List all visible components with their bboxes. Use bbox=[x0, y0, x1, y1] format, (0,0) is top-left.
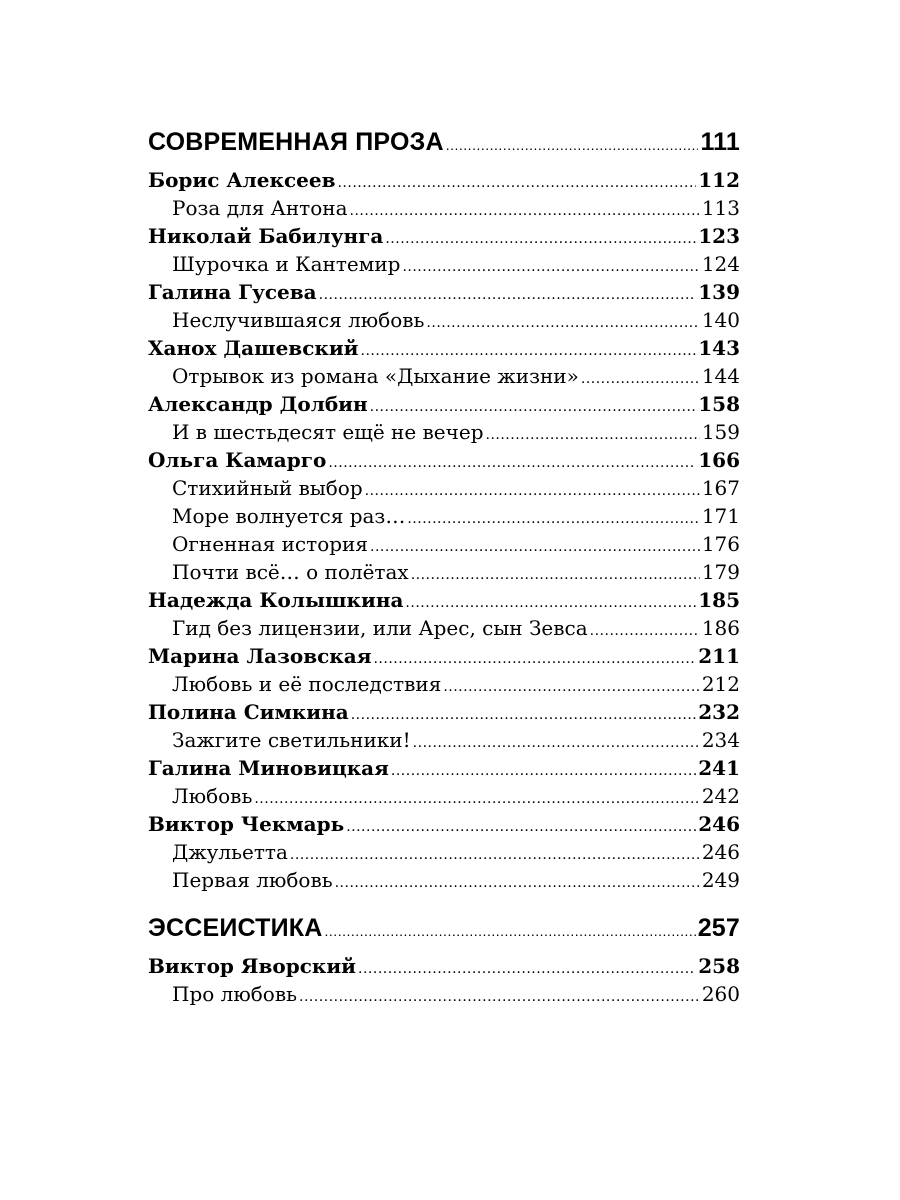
dot-leader bbox=[299, 983, 700, 1011]
section-heading bbox=[148, 124, 740, 160]
work-entry-title: Про любовь bbox=[172, 982, 297, 1006]
author-entry bbox=[148, 642, 740, 670]
author-entry bbox=[148, 754, 740, 782]
author-entry bbox=[148, 166, 740, 194]
work-entry bbox=[148, 502, 740, 530]
work-entry bbox=[148, 782, 740, 810]
work-entry-title: Стихийный выбор bbox=[172, 476, 363, 500]
work-entry-page-number: 144 bbox=[701, 364, 740, 388]
work-entry-title: Море волнуется раз… bbox=[172, 504, 406, 528]
author-entry-title: Галина Миновицкая bbox=[148, 756, 389, 780]
work-entry-title: Отрывок из романа «Дыхание жизни» bbox=[172, 364, 579, 388]
author-entry-title: Ольга Камарго bbox=[148, 448, 327, 472]
dot-leader bbox=[385, 225, 696, 253]
dot-leader bbox=[361, 337, 697, 365]
dot-leader bbox=[350, 197, 700, 225]
author-entry-page-number: 158 bbox=[698, 392, 740, 416]
dot-leader bbox=[351, 701, 697, 729]
author-entry-title: Борис Алексеев bbox=[148, 168, 336, 192]
dot-leader bbox=[325, 913, 696, 949]
work-entry-page-number: 171 bbox=[701, 504, 740, 528]
dot-leader bbox=[254, 785, 699, 813]
dot-leader bbox=[407, 505, 699, 533]
dot-leader bbox=[365, 477, 700, 505]
work-entry-page-number: 140 bbox=[701, 308, 740, 332]
author-entry bbox=[148, 810, 740, 838]
author-entry-title: Ханох Дашевский bbox=[148, 336, 359, 360]
author-entry-page-number: 258 bbox=[698, 954, 740, 978]
work-entry bbox=[148, 980, 740, 1008]
work-entry-page-number: 234 bbox=[701, 728, 740, 752]
section-heading bbox=[148, 910, 740, 946]
work-entry-title: Любовь и её последствия bbox=[172, 672, 442, 696]
work-entry bbox=[148, 558, 740, 586]
author-entry bbox=[148, 698, 740, 726]
work-entry bbox=[148, 250, 740, 278]
work-entry bbox=[148, 194, 740, 222]
work-entry-page-number: 242 bbox=[701, 784, 740, 808]
dot-leader bbox=[413, 729, 700, 757]
author-entry bbox=[148, 446, 740, 474]
dot-leader bbox=[328, 449, 696, 477]
work-entry-page-number: 159 bbox=[701, 420, 740, 444]
work-entry bbox=[148, 838, 740, 866]
work-entry-title: Шурочка и Кантемир bbox=[172, 252, 401, 276]
section-heading-page-number: 111 bbox=[700, 128, 740, 156]
work-entry-page-number: 179 bbox=[701, 560, 740, 584]
work-entry bbox=[148, 614, 740, 642]
author-entry-page-number: 166 bbox=[698, 448, 740, 472]
section-heading-page-number: 257 bbox=[697, 914, 740, 942]
author-entry-title: Галина Гусева bbox=[148, 280, 317, 304]
work-entry bbox=[148, 474, 740, 502]
work-entry bbox=[148, 726, 740, 754]
author-entry-title: Виктор Яворский bbox=[148, 954, 357, 978]
author-entry-title: Александр Долбин bbox=[148, 392, 368, 416]
section-heading-title: ЭССЕИСТИКА bbox=[148, 914, 323, 942]
work-entry bbox=[148, 530, 740, 558]
author-entry bbox=[148, 278, 740, 306]
work-entry-page-number: 260 bbox=[701, 982, 740, 1006]
dot-leader bbox=[370, 393, 697, 421]
author-entry-title: Виктор Чекмарь bbox=[148, 812, 345, 836]
author-entry-page-number: 241 bbox=[698, 756, 740, 780]
dot-leader bbox=[319, 281, 697, 309]
dot-leader bbox=[443, 673, 700, 701]
dot-leader bbox=[373, 645, 696, 673]
work-entry bbox=[148, 866, 740, 894]
author-entry-page-number: 211 bbox=[698, 644, 740, 668]
author-entry-title: Марина Лазовская bbox=[148, 644, 372, 668]
dot-leader bbox=[335, 869, 700, 897]
dot-leader bbox=[290, 841, 700, 869]
dot-leader bbox=[370, 533, 700, 561]
work-entry-title: Первая любовь bbox=[172, 868, 333, 892]
author-entry-page-number: 143 bbox=[698, 336, 740, 360]
author-entry-page-number: 185 bbox=[698, 588, 740, 612]
work-entry-title: Роза для Антона bbox=[172, 196, 348, 220]
dot-leader bbox=[411, 561, 700, 589]
work-entry bbox=[148, 362, 740, 390]
dot-leader bbox=[405, 589, 696, 617]
dot-leader bbox=[486, 421, 700, 449]
author-entry bbox=[148, 222, 740, 250]
work-entry-page-number: 186 bbox=[701, 616, 740, 640]
dot-leader bbox=[581, 365, 700, 393]
author-entry-title: Николай Бабилунга bbox=[148, 224, 384, 248]
author-entry bbox=[148, 334, 740, 362]
author-entry bbox=[148, 952, 740, 980]
author-entry bbox=[148, 390, 740, 418]
work-entry-title: И в шестьдесят ещё не вечер bbox=[172, 420, 484, 444]
work-entry-page-number: 167 bbox=[701, 476, 740, 500]
work-entry-title: Гид без лицензии, или Арес, сын Зевса bbox=[172, 616, 588, 640]
author-entry-page-number: 139 bbox=[698, 280, 740, 304]
work-entry-title: Зажгите светильники! bbox=[172, 728, 411, 752]
work-entry-title: Почти всё… о полётах bbox=[172, 560, 409, 584]
dot-leader bbox=[358, 955, 696, 983]
work-entry-page-number: 246 bbox=[701, 840, 740, 864]
work-entry-title: Джульетта bbox=[172, 840, 288, 864]
work-entry-page-number: 124 bbox=[701, 252, 740, 276]
author-entry-title: Полина Симкина bbox=[148, 700, 349, 724]
work-entry-page-number: 176 bbox=[701, 532, 740, 556]
work-entry-page-number: 212 bbox=[701, 672, 740, 696]
dot-leader bbox=[446, 127, 699, 163]
work-entry bbox=[148, 418, 740, 446]
author-entry-title: Надежда Колышкина bbox=[148, 588, 404, 612]
dot-leader bbox=[391, 757, 696, 785]
author-entry-page-number: 123 bbox=[698, 224, 740, 248]
work-entry-title: Огненная история bbox=[172, 532, 368, 556]
dot-leader bbox=[426, 309, 699, 337]
dot-leader bbox=[402, 253, 699, 281]
dot-leader bbox=[346, 813, 696, 841]
work-entry bbox=[148, 670, 740, 698]
author-entry-page-number: 112 bbox=[698, 168, 740, 192]
table-of-contents bbox=[148, 124, 740, 1008]
dot-leader bbox=[590, 617, 700, 645]
work-entry-title: Любовь bbox=[172, 784, 253, 808]
author-entry-page-number: 246 bbox=[698, 812, 740, 836]
work-entry-page-number: 249 bbox=[701, 868, 740, 892]
work-entry-page-number: 113 bbox=[701, 196, 740, 220]
author-entry bbox=[148, 586, 740, 614]
author-entry-page-number: 232 bbox=[698, 700, 740, 724]
dot-leader bbox=[337, 169, 696, 197]
section-heading-title: СОВРЕМЕННАЯ ПРОЗА bbox=[148, 128, 444, 156]
work-entry bbox=[148, 306, 740, 334]
work-entry-title: Неслучившаяся любовь bbox=[172, 308, 425, 332]
